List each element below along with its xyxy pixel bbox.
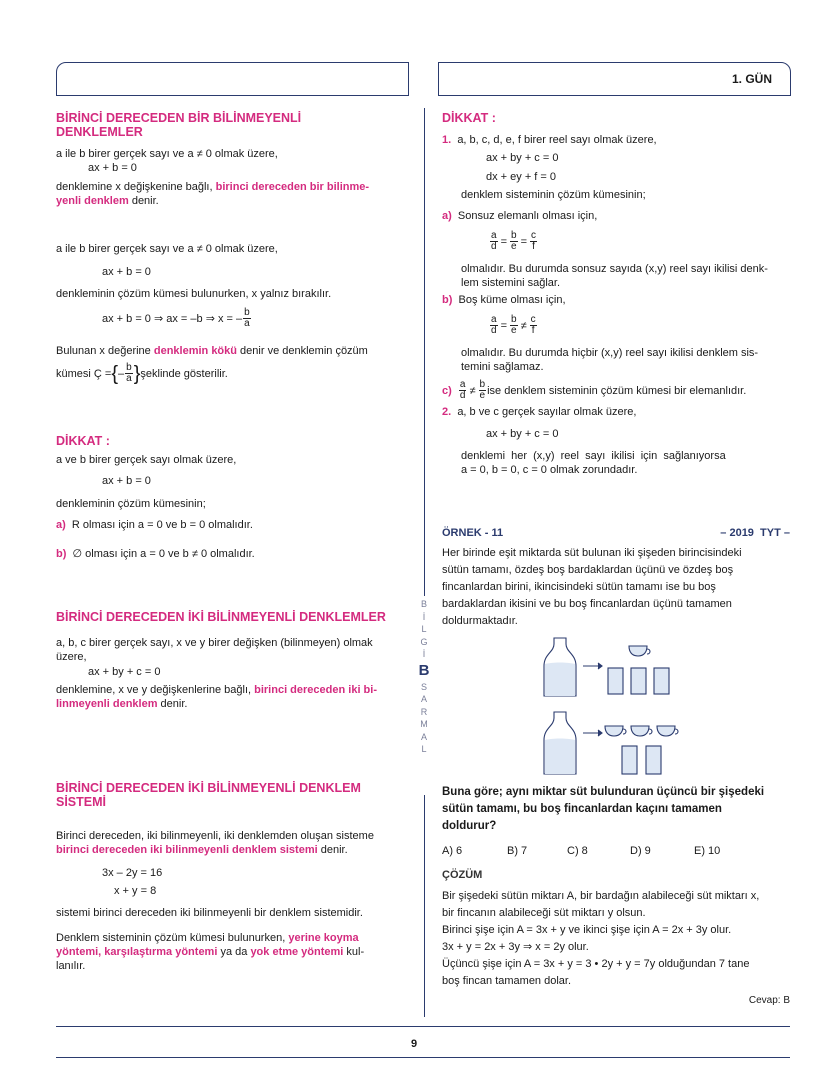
s1-p5: Bulunan x değerine denklemin kökü denir ve denklemin çözüm <box>56 345 368 357</box>
s1-p4: denkleminin çözüm kümesi bulunurken, x yalnız bırakılır. <box>56 288 332 300</box>
s2-eq: ax + by + c = 0 <box>88 666 161 678</box>
r-b: b) Boş küme olması için, <box>442 294 566 306</box>
cup-icon <box>631 726 649 736</box>
r-a: a) Sonsuz elemanlı olması için, <box>442 210 598 222</box>
r-p2: denklem sisteminin çözüm kümesinin; <box>461 189 646 201</box>
r-item-1: 1. a, b, c, d, e, f birer reel sayı olmak üzere, <box>442 134 657 146</box>
glass-icon <box>608 668 623 694</box>
r2-p2: denklemi her (x,y) reel sayı ikilisi için sağlanıyorsa a = 0, b = 0, c = 0 olmak zorundadır. <box>461 450 726 476</box>
column-divider-top <box>424 108 425 596</box>
glass-icon <box>646 746 661 774</box>
s3-p3: Denklem sisteminin çözüm kümesi bulunurken, yerine koyma yöntemi, karşılaştırma yöntemi ya da yok etme yöntemi kul- lanılır. <box>56 932 365 972</box>
cup-icon <box>657 726 675 736</box>
s1-eq1: ax + b = 0 <box>88 162 137 174</box>
r2-eq: ax + by + c = 0 <box>486 428 559 440</box>
solution-title: ÇÖZÜM <box>442 869 483 881</box>
example-source: – 2019 TYT – <box>720 527 790 539</box>
glass-icon <box>654 668 669 694</box>
d1-a: a) R olması için a = 0 ve b = 0 olmalıdır. <box>56 519 253 531</box>
s3-eq1: 3x – 2y = 16 <box>102 867 163 879</box>
logo-icon: B <box>418 661 430 679</box>
s1-p3: a ile b birer gerçek sayı ve a ≠ 0 olmak üzere, <box>56 243 278 255</box>
cup-icon <box>629 646 647 656</box>
glass-icon <box>631 668 646 694</box>
column-divider-bottom <box>424 795 425 1017</box>
dikkat-title-2: DİKKAT : <box>442 111 496 125</box>
d1-p1: a ve b birer gerçek sayı olmak üzere, <box>56 454 237 466</box>
r-b-p: olmalıdır. Bu durumda hiçbir (x,y) reel sayı ikilisi denklem sis- temini sağlamaz. <box>461 347 759 373</box>
s1-p1: a ile b birer gerçek sayı ve a ≠ 0 olmak üzere, <box>56 148 278 160</box>
page-number: 9 <box>410 1038 418 1050</box>
dikkat-title-1: DİKKAT : <box>56 434 110 448</box>
cup-icon <box>605 726 623 736</box>
sidebar-logo-column: B İ L G İ B S A R M A L <box>416 598 432 756</box>
s1-eq2: ax + b = 0 <box>102 266 151 278</box>
footer-rule-top <box>56 1026 790 1027</box>
solution-text: Bir şişedeki sütün miktarı A, bir bardağın alabileceği süt miktarı x, bir fincanın alabileceği süt miktarı y olsun. Birinci şişe için A = 3x + y ve ikinci şişe için A = 2x + 3y olur. 3x + y = 2x + 3y ⇒ x = 2y olur. Üçüncü şişe için A = 3x + y = 3 • 2y + y = 7y olduğundan 7 tane boş fincan tamamen dolar. <box>442 890 760 987</box>
s1-eq3: ax + b = 0 ⇒ ax = –b ⇒ x = – $\frac{b}{a}$ <box>102 307 250 329</box>
section-title-2: BİRİNCİ DERECEDEN İKİ BİLİNMEYENLİ DENKLEMLER <box>56 610 386 624</box>
choice-c[interactable]: C) 8 <box>567 845 588 857</box>
r-eq2: dx + ey + f = 0 <box>486 171 557 183</box>
s3-p1: Birinci dereceden, iki bilinmeyenli, iki denklemden oluşan sisteme birinci dereceden iki bilinmeyenli denklem sistemi denir. <box>56 830 374 856</box>
d1-b: b) ∅ olması için a = 0 ve b ≠ 0 olmalıdır. <box>56 548 255 560</box>
glass-icon <box>622 746 637 774</box>
s2-p2: denklemine, x ve y değişkenlerine bağlı, birinci dereceden iki bi- linmeyenli denklem denir. <box>56 684 377 710</box>
s1-p6: kümesi Ç = { – $\frac{b}{a}$ } şeklinde gösterilir. <box>56 362 228 385</box>
fraction: $\frac{b}{a}$ <box>244 307 250 329</box>
section-title-1: BİRİNCİ DERECEDEN BİR BİLİNMEYENLİ DENKLEMLER <box>56 111 302 139</box>
r-c: c) $\frac{a}{d}$ ≠ $\frac{b}{e}$ ise denklem sisteminin çözüm kümesi bir elemanlıdır. <box>442 379 747 401</box>
d1-p2: denkleminin çözüm kümesinin; <box>56 498 206 510</box>
r-item-2: 2. a, b ve c gerçek sayılar olmak üzere, <box>442 406 637 418</box>
fraction: $\frac{b}{a}$ <box>126 362 132 384</box>
footer-rule-bottom <box>56 1057 790 1058</box>
answer-label: Cevap: B <box>748 995 790 1006</box>
r-a-p: olmalıdır. Bu durumda sonsuz sayıda (x,y) reel sayı ikilisi denk- lem sistemini sağlar. <box>461 263 768 289</box>
header-box-left <box>56 62 409 96</box>
example-text: Her birinde eşit miktarda süt bulunan iki şişeden birincisindeki sütün tamamı, özdeş boş bardaklardan üçünü ve özdeş boş fincanlardan birini, ikincisindeki sütün tamamı ise bu boş bardaklardan ikisini ve bu boş fincanlardan üçünü tamamen doldurmaktadır. <box>442 547 742 627</box>
section-title-3: BİRİNCİ DERECEDEN İKİ BİLİNMEYENLİ DENKLEM SİSTEMİ <box>56 781 361 809</box>
s3-eq2: x + y = 8 <box>114 885 157 897</box>
r-a-eq: $\frac{a}{d}$ = $\frac{b}{e}$ = $\frac{c}{f}$ <box>491 230 536 252</box>
header-box-right <box>438 62 791 96</box>
s1-p2: denklemine x değişkenine bağlı, birinci dereceden bir bilinme- yenli denklem denir. <box>56 181 370 207</box>
choice-e[interactable]: E) 10 <box>694 845 721 857</box>
r-b-eq: $\frac{a}{d}$ = $\frac{b}{e}$ ≠ $\frac{c}{f}$ <box>491 314 536 336</box>
question-text: Buna göre; aynı miktar süt bulunduran üçüncü bir şişedeki sütün tamamı, bu boş fincanlardan kaçını tamamen doldurur? <box>442 786 765 832</box>
example-title: ÖRNEK - 11 <box>442 527 504 539</box>
choice-b[interactable]: B) 7 <box>507 845 528 857</box>
choice-a[interactable]: A) 6 <box>442 845 463 857</box>
r-eq1: ax + by + c = 0 <box>486 152 559 164</box>
milk-illustration <box>540 630 700 780</box>
day-label: 1. GÜN <box>731 72 772 86</box>
choice-d[interactable]: D) 9 <box>630 845 651 857</box>
s3-p2: sistemi birinci dereceden iki bilinmeyenli bir denklem sistemidir. <box>56 907 363 919</box>
s2-p1: a, b, c birer gerçek sayı, x ve y birer değişken (bilinmeyen) olmak üzere, <box>56 637 373 663</box>
d1-eq: ax + b = 0 <box>102 475 151 487</box>
